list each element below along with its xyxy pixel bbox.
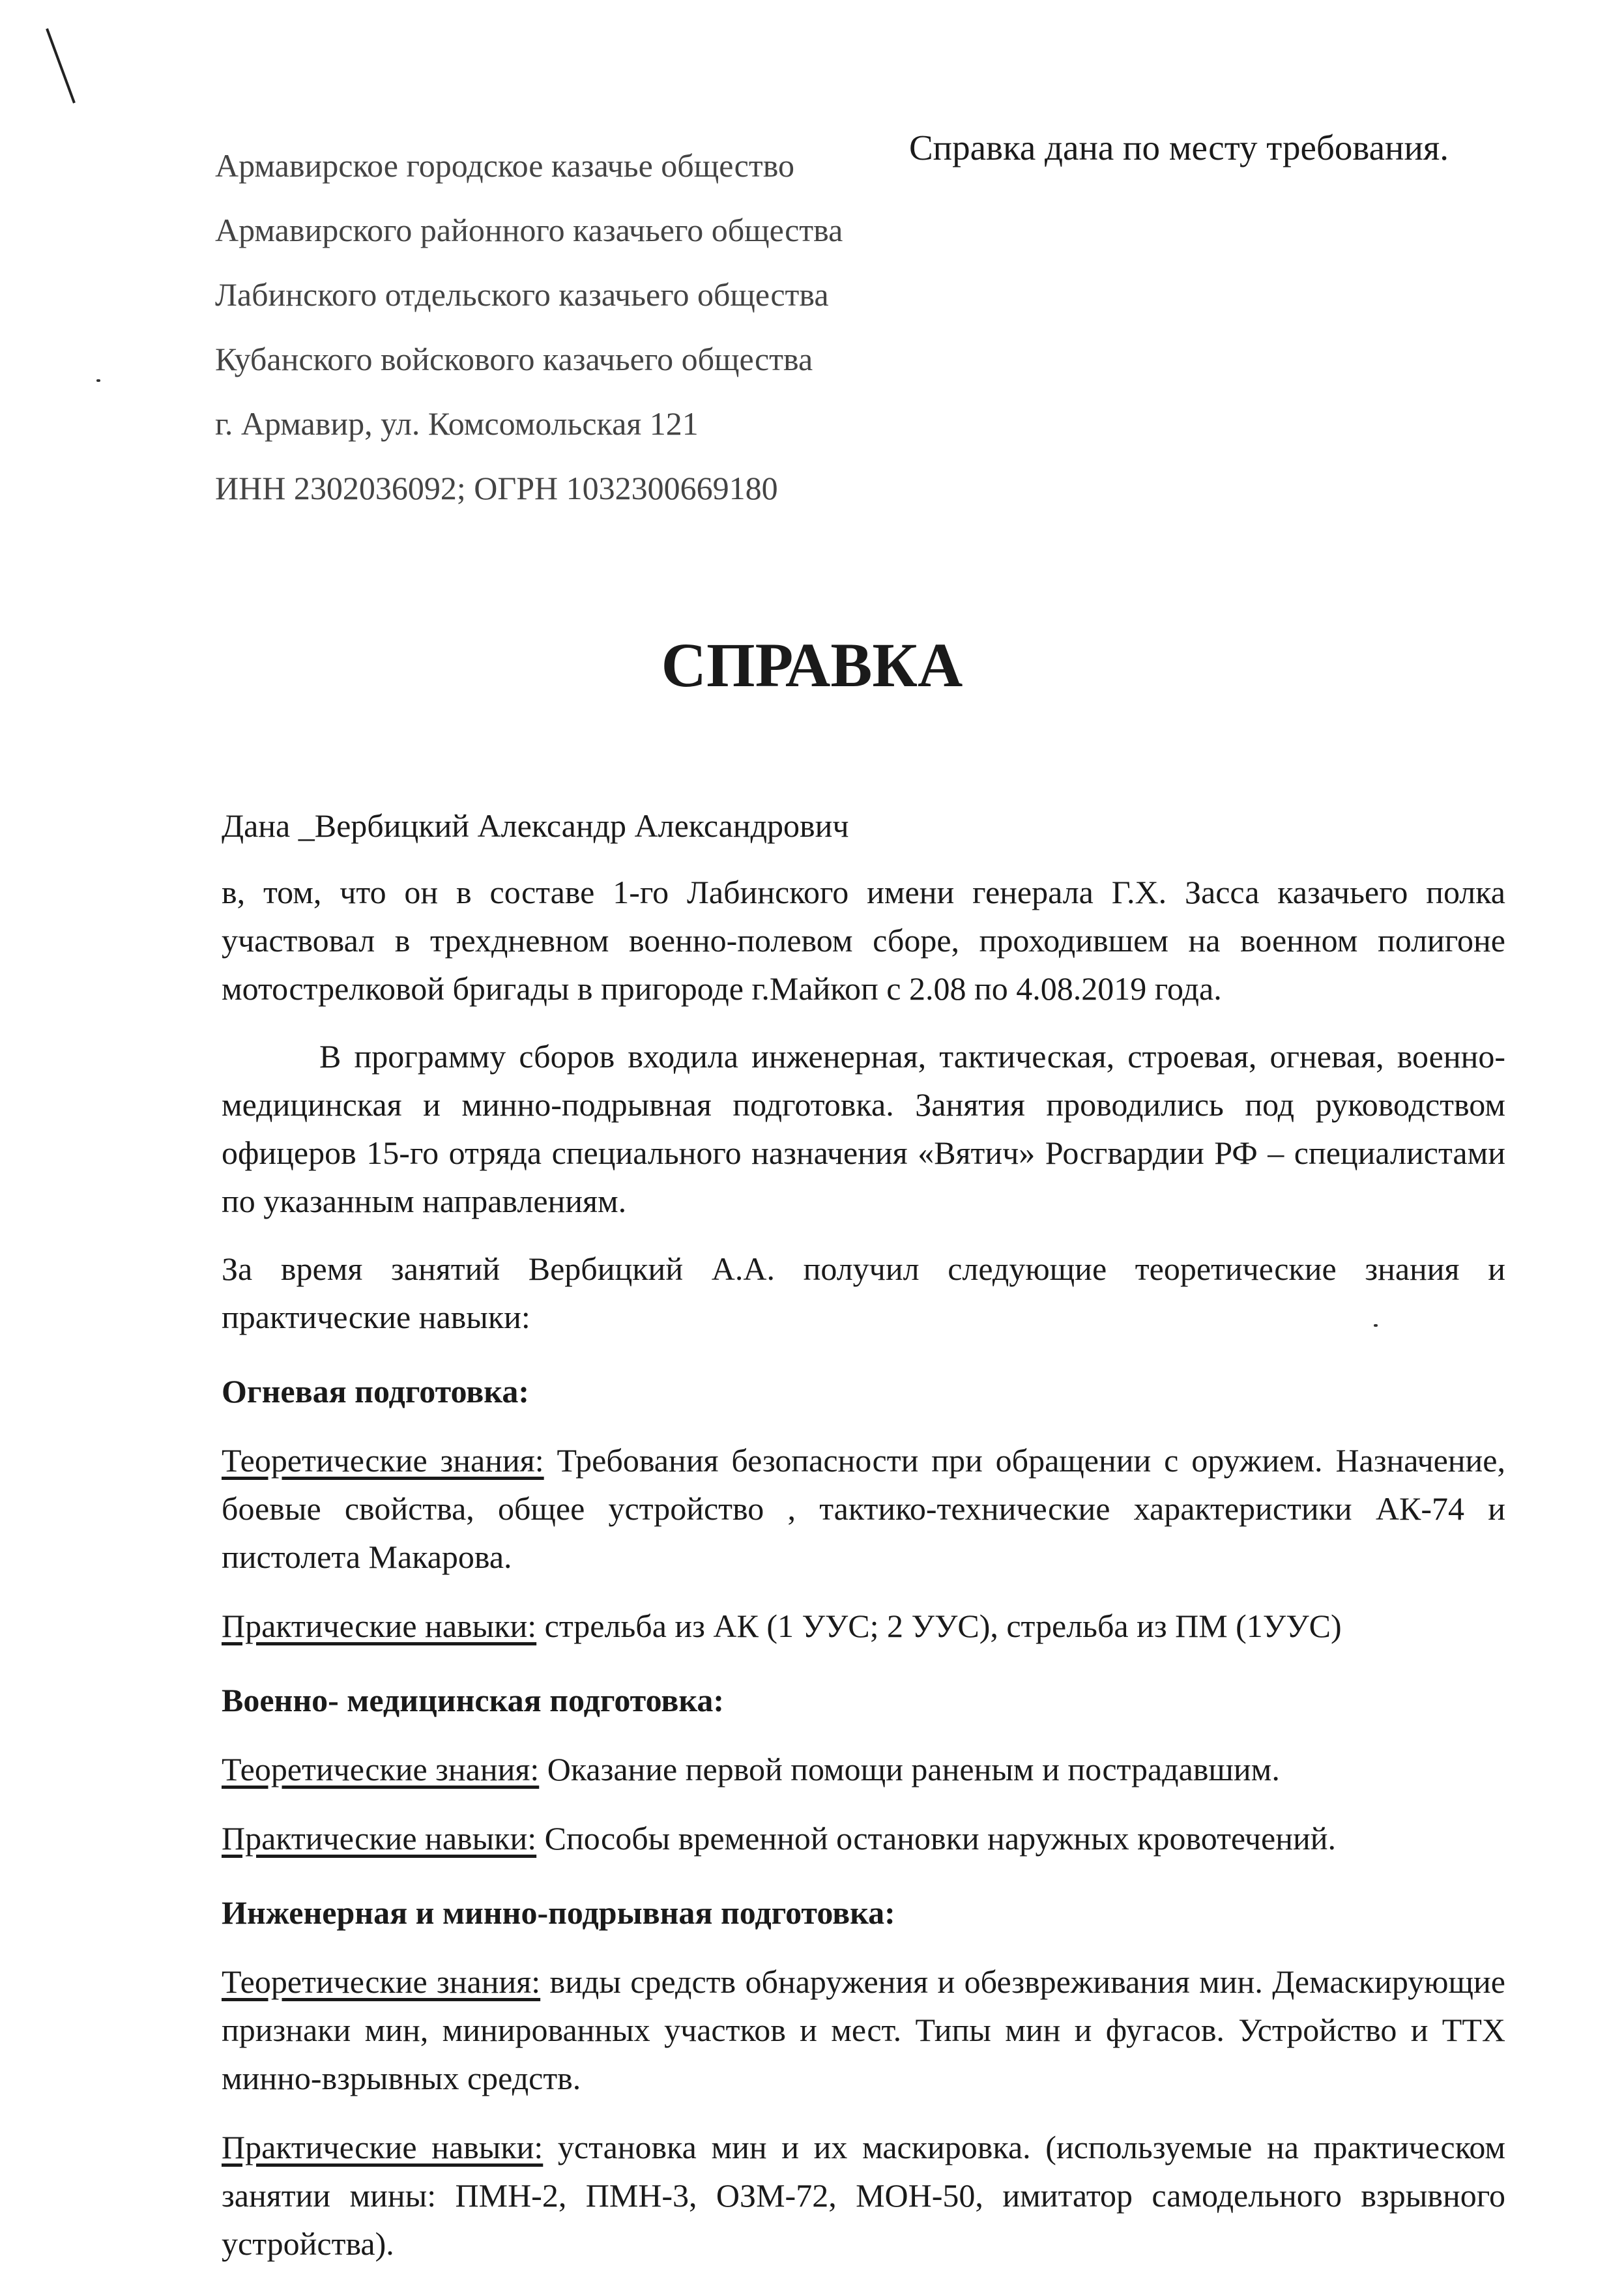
practice-label: Практические навыки: [222, 1820, 537, 1857]
program-paragraph: В программу сборов входила инженерная, тактическая, строевая, огневая, военно-медицинская и минно-подрывная подготовка. Занятия проводились под руководством офицеров 15-го отряда специального назначения «Вятич» Росгвардии РФ – специалистами по указанным направлениям. [222, 1038, 1505, 1219]
org-line: Лабинского отдельского казачьего общества [215, 276, 829, 313]
theory-paragraph [222, 1745, 1505, 1793]
section-heading: Инженерная и минно-подрывная подготовка: [222, 1894, 895, 1931]
scan-mark [44, 26, 83, 108]
theory-text: Требования безопасности при обращении с оружием. Назначение, боевые свойства, общее устройство , тактико-технические характеристики АК-74 и пистолета Макарова. [222, 1442, 1505, 1575]
practice-paragraph [222, 1602, 1505, 1650]
theory-label: Теоретические знания: [222, 1963, 541, 2000]
practice-text: стрельба из АК (1 УУС; 2 УУС), стрельба из ПМ (1УУС) [536, 1608, 1342, 1644]
practice-paragraph [222, 1814, 1505, 1862]
scan-speck [96, 379, 100, 382]
theory-label: Теоретические знания: [222, 1751, 540, 1787]
practice-paragraph [222, 2123, 1505, 2268]
practice-text: установка мин и их маскировка. (используемые на практическом занятии мины: ПМН-2, ПМН-3, ОЗМ-72, МОН-50, имитатор самодельного взрывного устройства). [222, 2129, 1506, 2262]
document-title: СПРАВКА [661, 630, 963, 700]
theory-paragraph [222, 1958, 1505, 2102]
recipient-line: Дана _Вербицкий Александр Александрович [222, 807, 849, 844]
theory-paragraph [222, 1436, 1505, 1581]
document-body [222, 802, 1505, 2268]
org-line: Армавирского районного казачьего общества [215, 212, 843, 248]
org-line: Армавирское городское казачье общество [215, 147, 794, 184]
org-line: г. Армавир, ул. Комсомольская 121 [215, 405, 699, 442]
intro-paragraph: в, том, что он в составе 1-го Лабинского имени генерала Г.Х. Засса казачьего полка участвовал в трехдневном военно-полевом сборе, проходившем на военном полигоне мотострелковой бригады в пригороде г.Майкоп с 2.08 по 4.08.2019 года. [222, 874, 1505, 1007]
practice-text: Способы временной остановки наружных кровотечений. [536, 1820, 1336, 1857]
theory-text: Оказание первой помощи раненым и пострадавшим. [539, 1751, 1280, 1787]
section-heading: Военно- медицинская подготовка: [222, 1682, 725, 1718]
practice-label: Практические навыки: [222, 1608, 537, 1644]
organization-block [215, 134, 932, 521]
org-line: ИНН 2302036092; ОГРН 1032300669180 [215, 470, 778, 506]
practice-label: Практические навыки: [222, 2129, 544, 2165]
theory-text: виды средств обнаружения и обезвреживания мин. Демаскирующие признаки мин, минированных участков и мест. Типы мин и фугасов. Устройство и ТТХ минно-взрывных средств. [222, 1963, 1505, 2096]
during-paragraph: За время занятий Вербицкий А.А. получил следующие теоретические знания и практические навыки: [222, 1251, 1505, 1335]
section-heading: Огневая подготовка: [222, 1373, 529, 1410]
note-text: Справка дана по месту требования. [909, 128, 1449, 167]
org-line: Кубанского войскового казачьего общества [215, 341, 813, 377]
theory-label: Теоретические знания: [222, 1442, 544, 1479]
